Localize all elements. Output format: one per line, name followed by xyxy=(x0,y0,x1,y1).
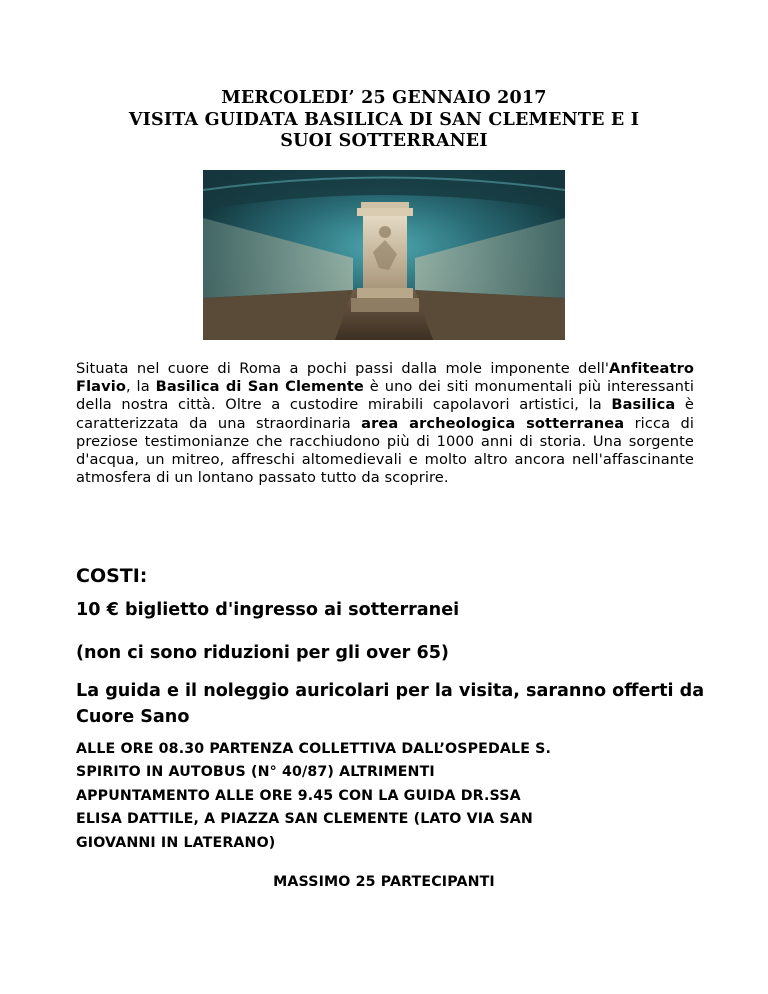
title-visit-cont: SUOI SOTTERRANEI xyxy=(280,131,488,151)
guide-offer: La guida e il noleggio auricolari per la visita, saranno offerti da Cuore Sano xyxy=(76,681,705,727)
meeting-line-2: SPIRITO IN AUTOBUS (N° 40/87) ALTRIMENTI xyxy=(76,764,435,781)
intro-bold-basilica: Basilica xyxy=(611,396,676,414)
meeting-line-5: GIOVANNI IN LATERANO) xyxy=(76,834,276,851)
document-title xyxy=(60,88,708,153)
intro-text-2: , la xyxy=(125,378,156,396)
meeting-line-3: APPUNTAMENTO ALLE ORE 9.45 CON LA GUIDA DR.SSA xyxy=(76,787,521,804)
max-participants: MASSIMO 25 PARTECIPANTI xyxy=(273,874,495,890)
ticket-cost: 10 € biglietto d'ingresso ai sotterranei xyxy=(76,600,460,620)
intro-text-5: ricca di preziose testimonianze che racchiudono più di 1000 anni di storia. Una sorgente d'acqua, un mitreo, affreschi altomedievali e molto altro ancora nell'affascinante atmosfera di un lontano passato tutto da scoprire. xyxy=(76,414,695,487)
intro-paragraph xyxy=(76,360,694,487)
title-date: MERCOLEDI’ 25 GENNAIO 2017 xyxy=(221,88,547,108)
title-visit: VISITA GUIDATA BASILICA DI SAN CLEMENTE E I xyxy=(128,109,640,130)
intro-text-4: è caratterizzata da una straordinaria xyxy=(76,396,694,432)
intro-bold-anfiteatro: Anfiteatro Flavio xyxy=(76,360,694,396)
costs-heading: COSTI: xyxy=(76,565,148,587)
no-reductions-note: (non ci sono riduzioni per gli over 65) xyxy=(76,643,449,663)
underground-mithraeum-photo xyxy=(203,170,565,340)
intro-text-3: è uno dei siti monumentali più interessanti della nostra città. Oltre a custodire mirabili capolavori artistici, la xyxy=(76,378,694,414)
intro-bold-basilica-san-clemente: Basilica di San Clemente xyxy=(155,378,364,396)
meeting-line-4: ELISA DATTILE, A PIAZZA SAN CLEMENTE (LATO VIA SAN xyxy=(76,811,533,828)
intro-bold-area-archeologica: area archeologica sotterranea xyxy=(361,414,625,432)
intro-text-1: Situata nel cuore di Roma a pochi passi dalla mole imponente dell' xyxy=(76,360,610,377)
meeting-info xyxy=(76,738,696,855)
meeting-line-1: ALLE ORE 08.30 PARTENZA COLLETTIVA DALL’OSPEDALE S. xyxy=(76,741,552,757)
